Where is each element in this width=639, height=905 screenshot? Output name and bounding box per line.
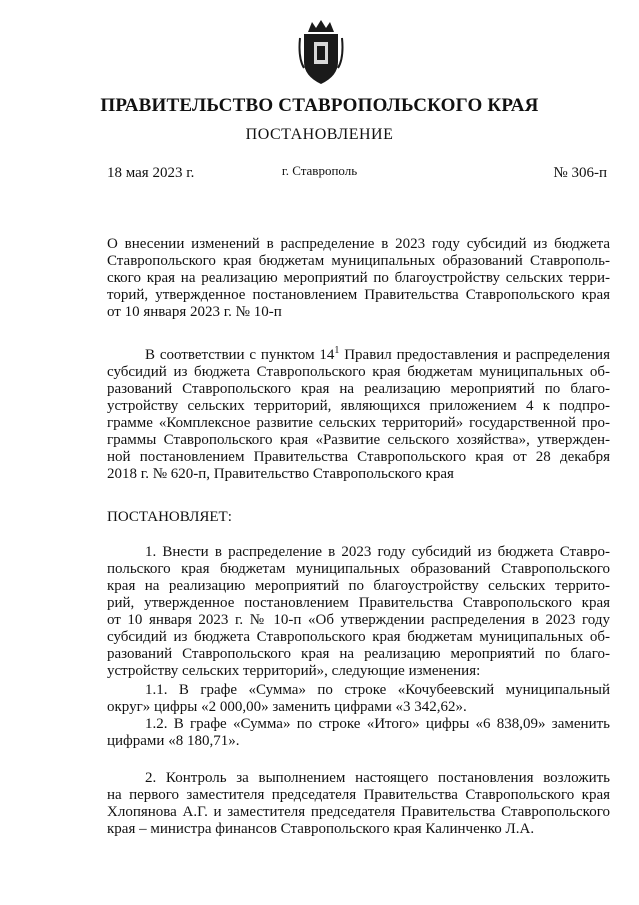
item-line: устройству сельских территорий», следующие изменения: — [107, 663, 481, 679]
document-type: ПОСТАНОВЛЕНИЕ — [245, 126, 394, 143]
document-date: 18 мая 2023 г. — [107, 165, 195, 181]
preamble-line: субсидий из бюджета Ставропольского края бюджетам муниципальных об- — [107, 364, 610, 380]
document-number: № 306-п — [553, 165, 607, 181]
document-subject — [107, 236, 610, 321]
government-title: ПРАВИТЕЛЬСТВО СТАВРОПОЛЬСКОГО КРАЯ — [100, 95, 539, 116]
item-line: 1.2. В графе «Сумма» по строке «Итого» цифры «6 838,09» заменить — [145, 716, 610, 732]
item-line: края – министра финансов Ставропольского края Калинченко Л.А. — [107, 821, 535, 837]
item-line: субсидий из бюджета Ставропольского края бюджетам муниципальных об- — [107, 629, 610, 645]
item-2 — [107, 770, 610, 838]
document-city: г. Ставрополь — [281, 163, 358, 178]
preamble-paragraph — [107, 347, 610, 483]
item-line: края на реализацию мероприятий по благоустройству сельских террито- — [107, 578, 610, 594]
preamble-first-line — [107, 347, 610, 364]
preamble-line: граммы Ставропольского края «Развитие сельского хозяйства», утвержден- — [107, 432, 610, 448]
item-line: разований Ставропольского края на реализацию мероприятий по благо- — [107, 646, 610, 662]
item-line: Хлопянова А.Г. и заместителя председателя Правительства Ставропольского — [107, 804, 610, 820]
item-line: цифрами «8 180,71». — [107, 733, 240, 749]
subject-line: ского края на реализацию мероприятий по благоустройству сельских терри- — [107, 270, 610, 286]
subject-line: от 10 января 2023 г. № 10-п — [107, 304, 282, 320]
item-line: польского края бюджетам муниципальных образований Ставропольского — [107, 561, 610, 577]
item-line: на первого заместителя председателя Правительства Ставропольского края — [107, 787, 610, 803]
item-line: 2. Контроль за выполнением настоящего постановления возложить — [145, 770, 610, 786]
subject-line: О внесении изменений в распределение в 2023 году субсидий из бюджета — [107, 236, 610, 252]
item-1 — [107, 544, 610, 680]
stavropol-coat-of-arms-icon — [298, 18, 344, 86]
preamble-line: разований Ставропольского края на реализацию мероприятий по благо- — [107, 381, 610, 397]
item-1-2 — [107, 716, 610, 750]
item-1-1 — [107, 682, 610, 716]
preamble-text: Правил предоставления и распределения — [339, 347, 610, 363]
item-line: рий, утвержденное постановлением Правительства Ставропольского края — [107, 595, 610, 611]
preamble-line: устройству сельских территорий, являющихся приложением 4 к подпро- — [107, 398, 610, 414]
preamble-line: грамме «Комплексное развитие сельских территорий» государственной про- — [107, 415, 610, 431]
item-line: 1.1. В графе «Сумма» по строке «Кочубеевский муниципальный — [145, 682, 610, 698]
item-line: округ» цифры «2 000,00» заменить цифрами «3 342,62». — [107, 699, 467, 715]
subject-line: торий, утвержденное постановлением Правительства Ставропольского края — [107, 287, 610, 303]
resolves-heading: ПОСТАНОВЛЯЕТ: — [107, 509, 232, 525]
item-line: 1. Внести в распределение в 2023 году субсидий из бюджета Ставро- — [145, 544, 610, 560]
item-line: от 10 января 2023 г. № 10-п «Об утверждении распределения в 2023 году — [107, 612, 610, 628]
preamble-line: 2018 г. № 620-п, Правительство Ставропольского края — [107, 466, 454, 482]
subject-line: Ставропольского края бюджетам муниципальных образований Ставрополь- — [107, 253, 610, 269]
preamble-line: ной постановлением Правительства Ставропольского края от 28 декабря — [107, 449, 610, 465]
footnote-superscript: 1 — [334, 345, 340, 356]
preamble-text: В соответствии с пунктом 14 — [145, 347, 335, 363]
